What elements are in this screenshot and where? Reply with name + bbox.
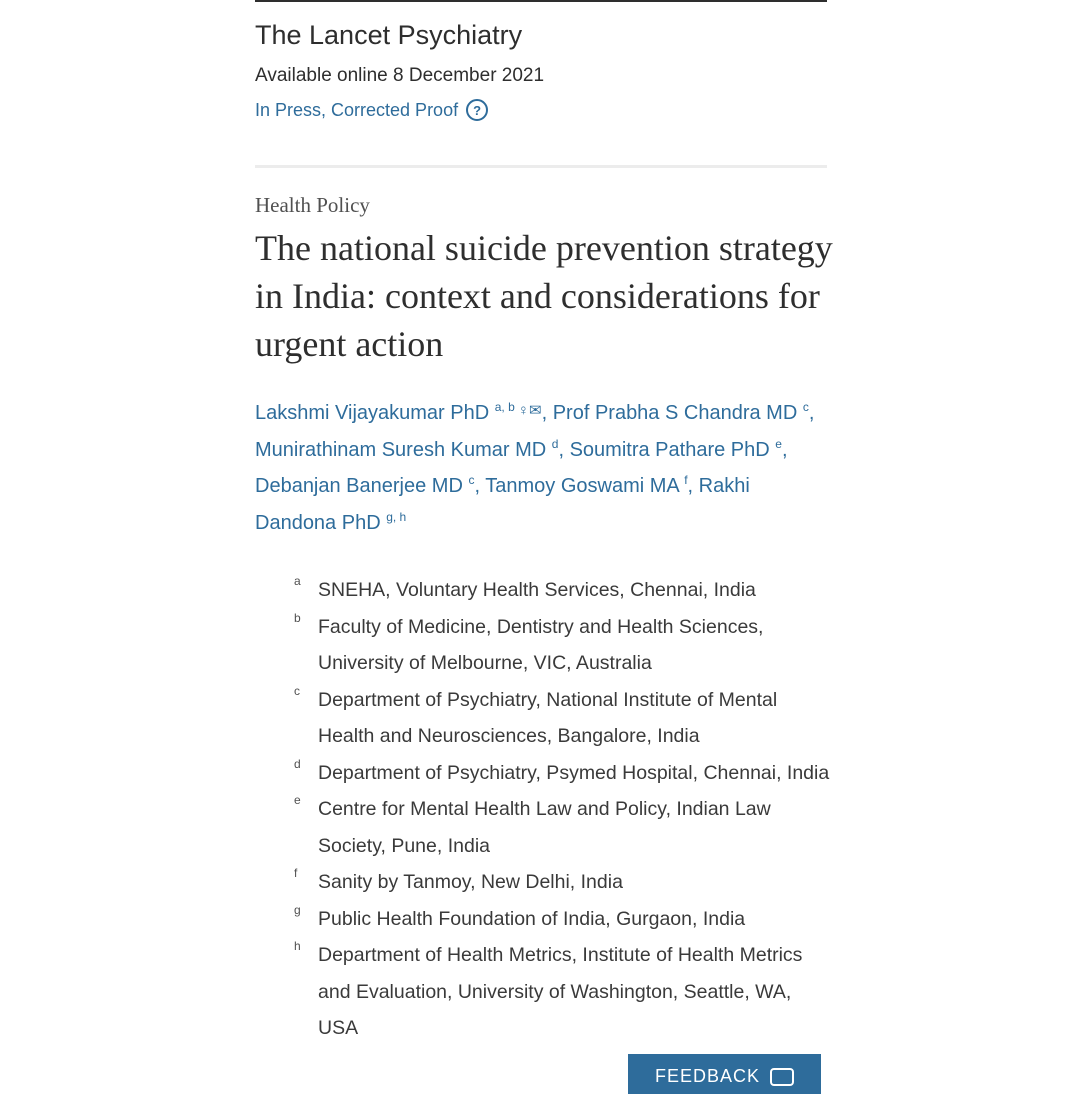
author-list: Lakshmi Vijayakumar PhD $^{a, b}$ ♀✉, Prof Prabha S Chandra MD $^c$, Munirathinam Suresh Kumar MD $^d$, Soumitra Pathare PhD $^e$, Debanjan Banerjee MD $^c$, Tanmoy Goswami MA $^f$, Rakhi Dandona PhD $^{g, h}$ [255,393,835,541]
affiliation-text: Centre for Mental Health Law and Policy, Indian Law Society, Pune, India [318,798,771,857]
author-link[interactable]: Tanmoy Goswami MA $^f$ [485,473,688,497]
author-contact-icon[interactable]: ♀✉ [517,402,542,419]
affiliation-text: SNEHA, Voluntary Health Services, Chennai, India [318,579,756,601]
article-title: The national suicide prevention strategy in India: context and considerations for urgent action [255,228,833,364]
top-rule [255,0,827,2]
affiliation-label: f [294,866,298,880]
affiliation-label: g [294,902,301,917]
affiliation-text: Department of Psychiatry, Psymed Hospital, Chennai, India [318,761,830,784]
affiliation [290,937,835,1047]
affiliation-label: d [294,756,301,771]
affiliation-text: Public Health Foundation of India, Gurgaon, India [318,907,746,930]
journal-name[interactable]: The Lancet Psychiatry [255,20,523,50]
affiliation-label: a [294,574,301,588]
author-link[interactable]: Lakshmi Vijayakumar PhD $^{a, b}$ ♀✉ [255,402,542,424]
affiliation-label: b [294,610,301,625]
affiliation-text: Faculty of Medicine, Dentistry and Health Sciences, University of Melbourne, VIC, Australia [318,615,764,674]
affiliation [290,609,835,682]
affiliation [290,901,835,938]
affiliation-text: Department of Health Metrics, Institute of Health Metrics and Evaluation, University of Washington, Seattle, WA, USA [318,944,803,1039]
affiliation-label: h [294,939,301,953]
affiliation-label: e [294,793,301,807]
header-divider [255,165,827,168]
feedback-button[interactable] [628,1054,821,1094]
affiliation [290,572,835,609]
help-icon[interactable]: ? [466,99,488,121]
author-link[interactable]: Soumitra Pathare PhD $^e$ [569,436,782,461]
available-date: Available online 8 December 2021 [255,65,545,86]
article-section: Health Policy [255,193,370,217]
chat-bubble-icon [770,1068,794,1086]
author-link[interactable]: Munirathinam Suresh Kumar MD $^d$ [255,436,559,461]
affiliation [290,682,835,755]
affiliation-list [290,572,835,1047]
status-label[interactable]: In Press, Corrected Proof [255,99,459,120]
author-link[interactable]: Prof Prabha S Chandra MD $^c$ [552,400,809,424]
author-link[interactable]: Debanjan Banerjee MD $^c$ [255,473,475,497]
affiliation [290,755,835,792]
affiliation [290,791,835,864]
affiliation-text: Department of Psychiatry, National Institute of Mental Health and Neurosciences, Bangalore, India [318,688,778,747]
feedback-label: FEEDBACK [654,1066,761,1086]
affiliation-text: Sanity by Tanmoy, New Delhi, India [318,871,623,893]
affiliation [290,864,835,901]
article-status[interactable] [255,99,488,121]
affiliation-label: c [294,683,300,698]
author-link[interactable]: Rakhi Dandona PhD $^{g, h}$ [255,475,750,534]
